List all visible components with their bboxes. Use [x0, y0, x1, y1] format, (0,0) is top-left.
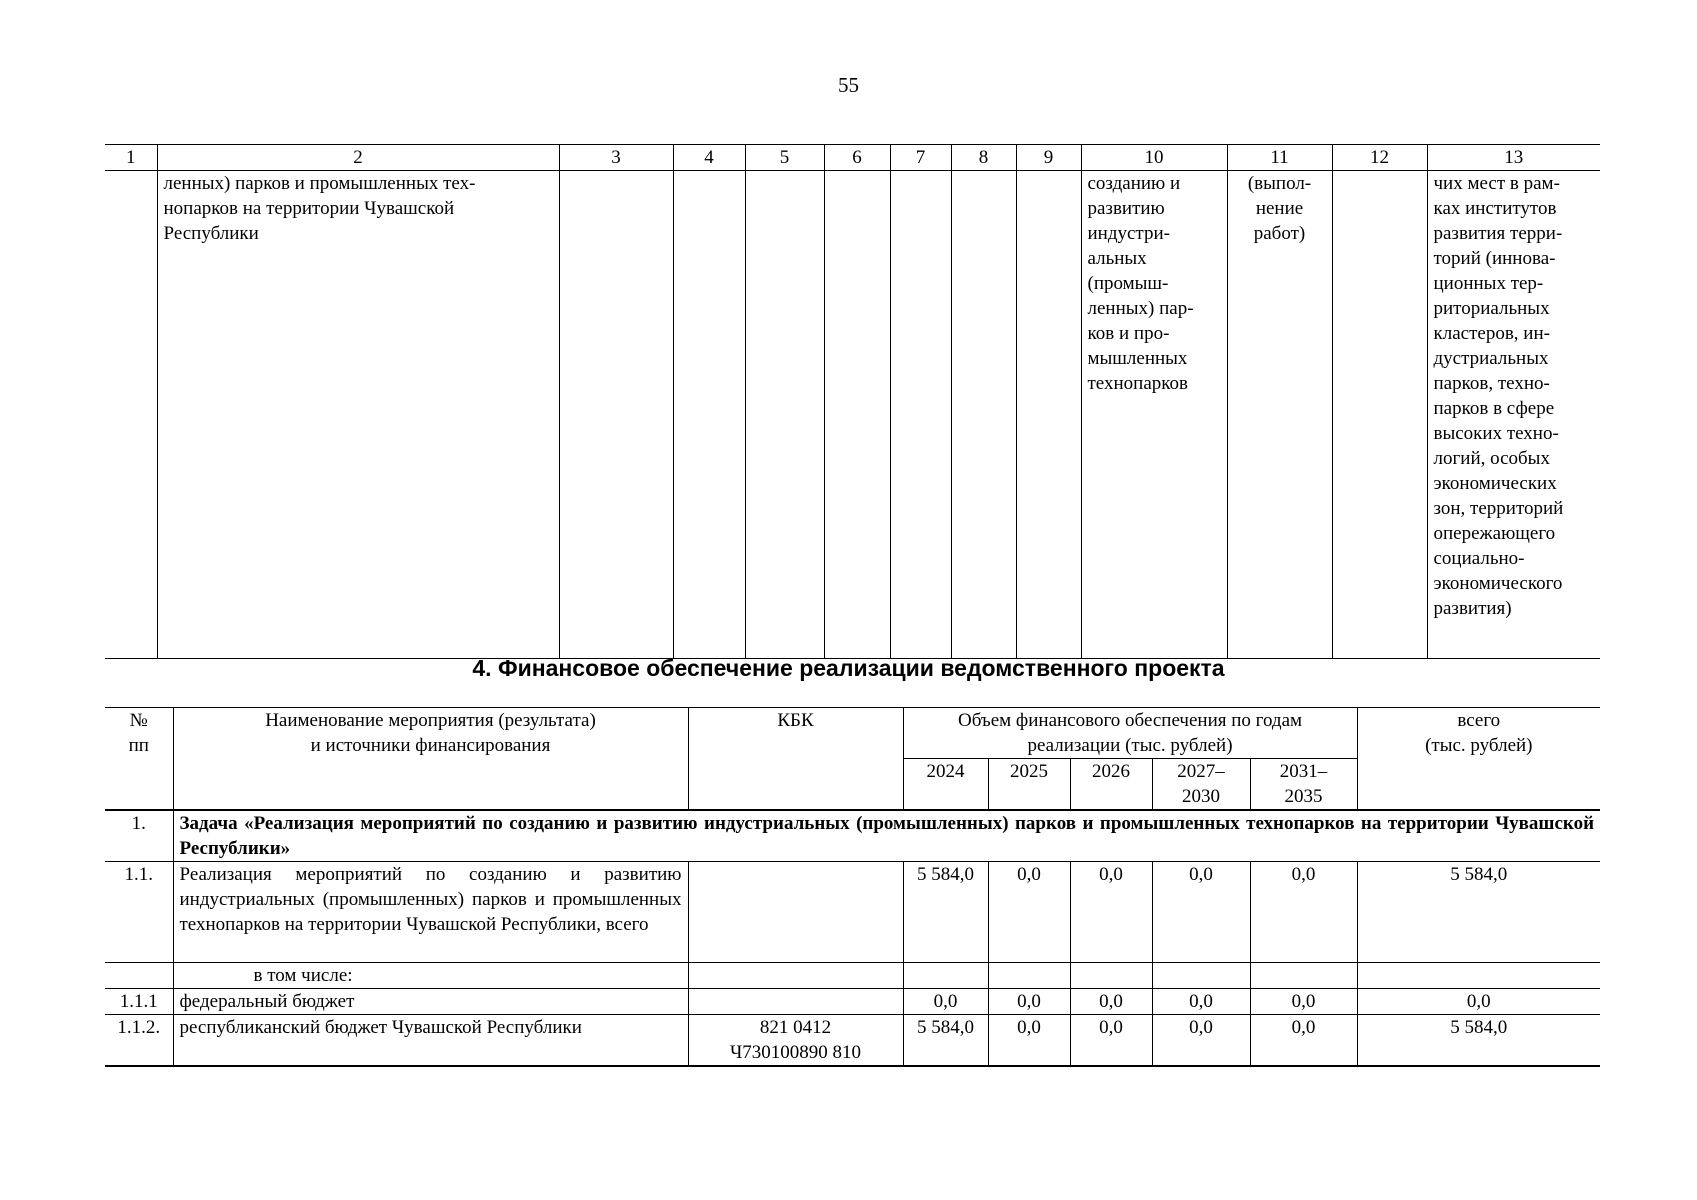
- column-number: 2: [157, 145, 559, 171]
- header-number: № пп: [105, 708, 173, 811]
- row-value: 5 584,0: [903, 862, 988, 963]
- task-row: [105, 810, 1600, 862]
- row-value: 0,0: [1152, 862, 1250, 963]
- column-number: 12: [1332, 145, 1427, 171]
- column-10-cell: созданию и развитию индустри- альных (промыш- ленных) пар- ков и про- мышленных технопарков: [1081, 171, 1227, 659]
- row-value: 0,0: [988, 862, 1070, 963]
- header-total: всего (тыс. рублей): [1357, 708, 1600, 811]
- header-year: 2025: [988, 759, 1070, 811]
- column-number: 4: [673, 145, 745, 171]
- column-number: 6: [824, 145, 890, 171]
- row-total: 5 584,0: [1357, 862, 1600, 963]
- row-kbk: [688, 989, 903, 1015]
- row-value: 5 584,0: [903, 1015, 988, 1067]
- column-13-cell: чих мест в рам- ках институтов развития терри- торий (иннова- ционных тер- риториальных кластеров, ин- дустриальных парков, техно- парков в сфере высоких техно- логий, особых экономических зон, территорий опережающего социально- экономического развития): [1427, 171, 1600, 659]
- table-row: [105, 862, 1600, 963]
- row-name: республиканский бюджет Чувашской Республики: [173, 1015, 688, 1067]
- row-value: 0,0: [1250, 1015, 1357, 1067]
- column-number: 3: [559, 145, 673, 171]
- row-value: [1250, 963, 1357, 989]
- row-value: 0,0: [1070, 1015, 1152, 1067]
- column-number: 9: [1016, 145, 1081, 171]
- column-number: 1: [105, 145, 157, 171]
- column-number: 5: [745, 145, 824, 171]
- table-row: [105, 1015, 1600, 1067]
- row-kbk: 821 0412 Ч730100890 810: [688, 1015, 903, 1067]
- row-value: 0,0: [1152, 989, 1250, 1015]
- column-number: 8: [951, 145, 1016, 171]
- column-11-cell: (выпол- нение работ): [1227, 171, 1332, 659]
- row-total: 5 584,0: [1357, 1015, 1600, 1067]
- row-value: 0,0: [1250, 862, 1357, 963]
- row-number: 1.1.: [105, 862, 173, 963]
- row-name: в том числе:: [173, 963, 688, 989]
- header-name: Наименование мероприятия (результата) и источники финансирования: [173, 708, 688, 811]
- header-row: [105, 708, 1600, 759]
- column-number: 10: [1081, 145, 1227, 171]
- row-name: федеральный бюджет: [173, 989, 688, 1015]
- row-value: [1152, 963, 1250, 989]
- header-volume: Объем финансового обеспечения по годам реализации (тыс. рублей): [903, 708, 1357, 759]
- header-year: 2024: [903, 759, 988, 811]
- row-number: 1.1.2.: [105, 1015, 173, 1067]
- row-value: 0,0: [988, 989, 1070, 1015]
- row-kbk: [688, 862, 903, 963]
- column-number-row: [105, 145, 1600, 171]
- row-name: Реализация мероприятий по созданию и развитию индустриальных (промышленных) парков и промышленных технопарков на территории Чувашской Республики, всего: [173, 862, 688, 963]
- table-row: [105, 963, 1600, 989]
- row-value: 0,0: [1250, 989, 1357, 1015]
- row-kbk: [688, 963, 903, 989]
- header-kbk: КБК: [688, 708, 903, 811]
- task-number: 1.: [105, 810, 173, 862]
- row-value: 0,0: [903, 989, 988, 1015]
- table-row: [105, 171, 1600, 659]
- column-number: 7: [890, 145, 951, 171]
- header-year: 2031– 2035: [1250, 759, 1357, 811]
- header-year: 2027– 2030: [1152, 759, 1250, 811]
- header-year: 2026: [1070, 759, 1152, 811]
- row-value: 0,0: [988, 1015, 1070, 1067]
- row-value: [988, 963, 1070, 989]
- continuation-table: [105, 144, 1600, 659]
- task-text: Задача «Реализация мероприятий по созданию и развитию индустриальных (промышленных) парков и промышленных технопарков на территории Чувашской Республики»: [173, 810, 1600, 862]
- row-total: 0,0: [1357, 989, 1600, 1015]
- column-number: 13: [1427, 145, 1600, 171]
- section-title: 4. Финансовое обеспечение реализации ведомственного проекта: [472, 655, 1225, 681]
- table-row: [105, 989, 1600, 1015]
- finance-table: [105, 707, 1600, 1067]
- column-number: 11: [1227, 145, 1332, 171]
- activity-name-cell: ленных) парков и промышленных тех- нопарков на территории Чувашской Республики: [157, 171, 559, 659]
- row-value: [903, 963, 988, 989]
- row-number: 1.1.1: [105, 989, 173, 1015]
- row-value: [1070, 963, 1152, 989]
- row-value: 0,0: [1070, 989, 1152, 1015]
- row-value: 0,0: [1070, 862, 1152, 963]
- row-number: [105, 963, 173, 989]
- page-number: 55: [838, 73, 859, 97]
- row-value: 0,0: [1152, 1015, 1250, 1067]
- row-total: [1357, 963, 1600, 989]
